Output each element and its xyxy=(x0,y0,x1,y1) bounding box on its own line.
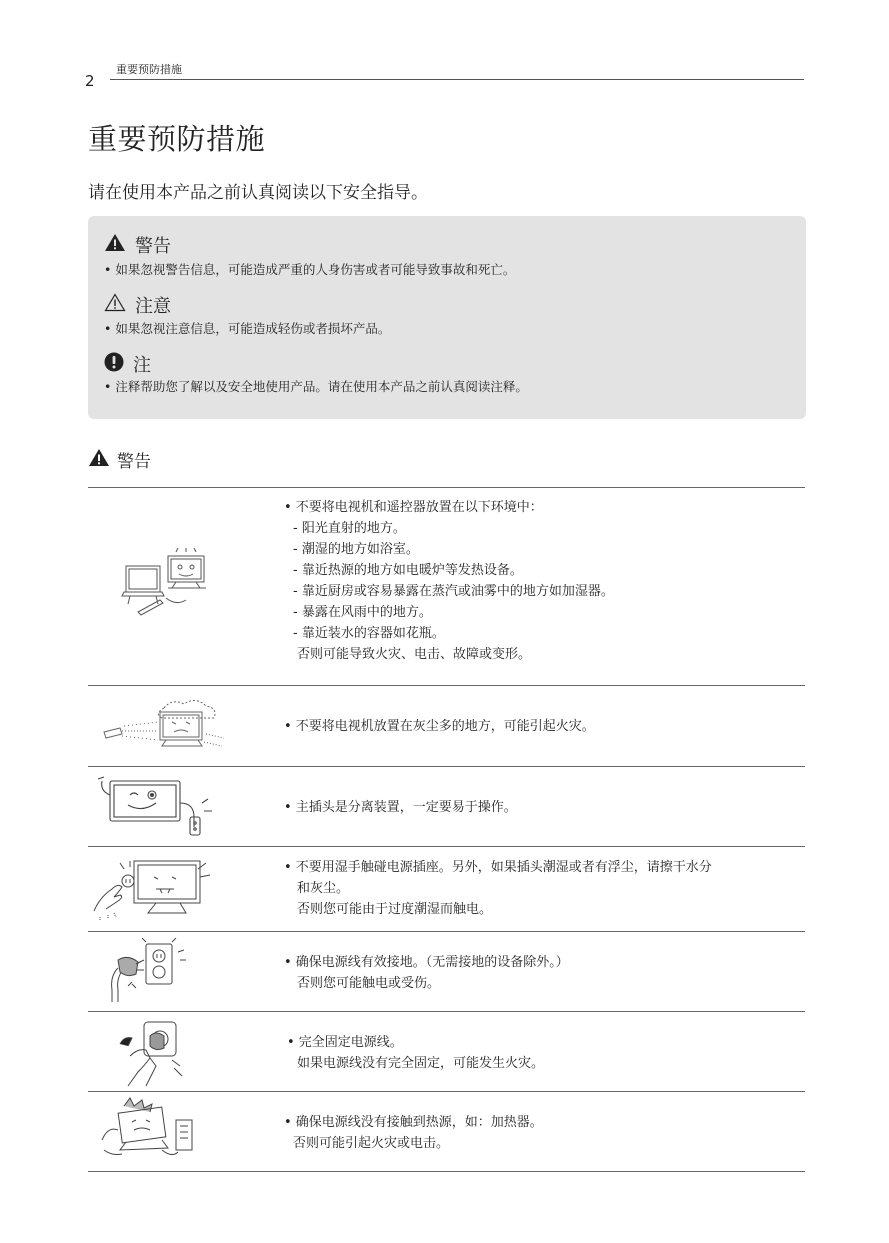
legend-warning-heading xyxy=(104,232,171,258)
legend-warning-label: 警告 xyxy=(135,236,171,257)
page-number: 2 xyxy=(85,72,95,90)
legend-note-heading xyxy=(104,351,151,377)
row-text xyxy=(284,716,595,737)
header-divider xyxy=(110,79,804,80)
row-text-line: • 不要将电视机和遥控器放置在以下环境中： xyxy=(284,500,543,515)
note-exclamation-icon xyxy=(104,352,133,377)
warning-row xyxy=(88,1091,805,1172)
row-text-line: 和灰尘。 xyxy=(297,881,350,896)
row-text-line: • 不要用湿手触碰电源插座。另外，如果插头潮湿或者有浮尘，请擦干水分 xyxy=(284,860,712,875)
warning-row xyxy=(88,1011,805,1091)
row-text-line: • 主插头是分离装置，一定要易于操作。 xyxy=(284,800,517,815)
row-text-line: - 靠近热源的地方如电暖炉等发热设备。 xyxy=(293,563,523,578)
legend-caution-heading xyxy=(104,292,171,318)
row-text-line: - 暴露在风雨中的地方。 xyxy=(293,605,432,620)
hand-plug-socket-illustration xyxy=(110,1016,190,1092)
tv-heater-illustration xyxy=(98,1096,198,1172)
warning-filled-icon xyxy=(88,448,117,472)
legend-caution-text: • 如果忽视注意信息，可能造成轻伤或者损坏产品。 xyxy=(104,321,391,336)
row-text xyxy=(284,952,569,994)
warning-row xyxy=(88,766,805,846)
row-text-line: - 靠近装水的容器如花瓶。 xyxy=(293,626,445,641)
warning-section-heading xyxy=(88,447,151,472)
page-title: 重要预防措施 xyxy=(88,122,266,156)
warning-section-label: 警告 xyxy=(117,452,151,472)
caution-outline-icon xyxy=(104,293,135,317)
tv-plug-illustration xyxy=(94,773,218,845)
row-text xyxy=(284,1112,543,1154)
row-text-line: • 确保电源线有效接地。（无需接地的设备除外。） xyxy=(284,955,569,970)
legend-warning-text: • 如果忽视警告信息，可能造成严重的人身伤害或者可能导致事故和死亡。 xyxy=(104,262,516,277)
row-text xyxy=(284,797,517,818)
row-text xyxy=(287,1032,544,1074)
tv-remote-sun-illustration xyxy=(116,548,212,624)
row-text-line: 否则您可能触电或受伤。 xyxy=(297,976,441,991)
row-text-line: 否则可能导致火灾、电击、故障或变形。 xyxy=(297,647,532,662)
row-text-line: 否则可能引起火灾或电击。 xyxy=(293,1136,450,1151)
row-text-line: - 阳光直射的地方。 xyxy=(293,521,406,536)
running-header: 重要预防措施 xyxy=(116,63,182,76)
row-text-line: 否则您可能由于过度潮湿而触电。 xyxy=(297,902,493,917)
legend-note-label: 注 xyxy=(133,355,151,376)
row-text-line: • 不要将电视机放置在灰尘多的地方，可能引起火灾。 xyxy=(284,719,595,734)
intro-text: 请在使用本产品之前认真阅读以下安全指导。 xyxy=(88,183,428,203)
row-text-line: • 确保电源线没有接触到热源，如：加热器。 xyxy=(284,1115,543,1130)
legend-caution-label: 注意 xyxy=(135,296,171,317)
row-text-line: • 完全固定电源线。 xyxy=(287,1035,403,1050)
symbol-legend-box xyxy=(88,216,806,419)
row-text-line: - 靠近厨房或容易暴露在蒸汽或油雾中的地方如加湿器。 xyxy=(293,584,614,599)
wet-hand-socket-illustration xyxy=(90,851,218,929)
grounded-plug-illustration xyxy=(106,938,190,1008)
tv-dust-illustration xyxy=(102,694,228,758)
warning-row xyxy=(88,685,805,766)
warning-filled-icon xyxy=(104,233,135,257)
legend-note-text: • 注释帮助您了解以及安全地使用产品。请在使用本产品之前认真阅读注释。 xyxy=(104,379,528,394)
row-text-line: - 潮湿的地方如浴室。 xyxy=(293,542,419,557)
row-text xyxy=(284,857,712,920)
warning-row xyxy=(88,846,805,931)
warning-row xyxy=(88,931,805,1011)
row-text xyxy=(284,497,614,665)
warning-row xyxy=(88,487,805,685)
row-text-line: 如果电源线没有完全固定，可能发生火灾。 xyxy=(297,1056,545,1071)
